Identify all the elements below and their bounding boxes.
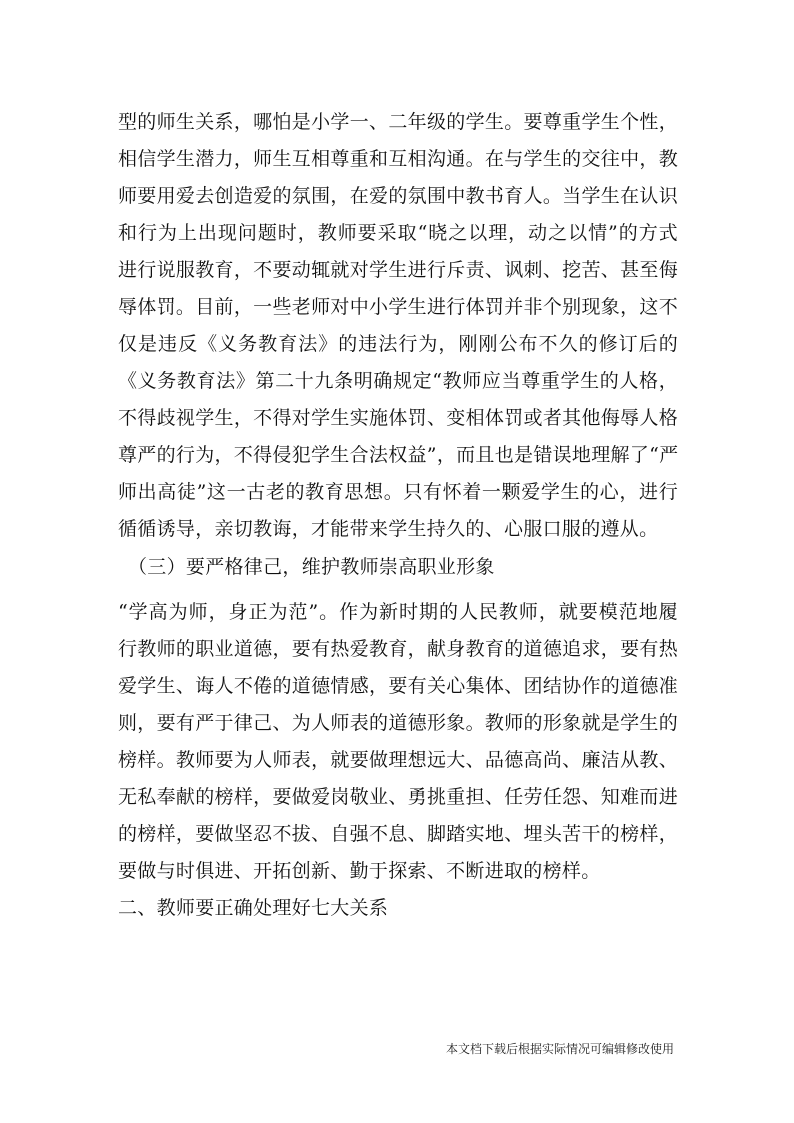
paragraph-line: 循循诱导，亲切教诲，才能带来学生持久的、心服口服的遵从。 xyxy=(118,518,659,540)
paragraph-line: 师要用爱去创造爱的氛围，在爱的氛围中教书育人。当学生在认识 xyxy=(118,185,678,207)
paragraph-line: 榜样。教师要为人师表，就要做理想远大、品德高尚、廉洁从教、 xyxy=(118,749,678,771)
paragraph-line: 和行为上出现问题时，教师要采取“晓之以理，动之以情”的方式 xyxy=(118,222,678,244)
paragraph-line: 师出高徒”这一古老的教育思想。只有怀着一颗爱学生的心，进行 xyxy=(118,481,678,503)
paragraph-line: 《义务教育法》第二十九条明确规定“教师应当尊重学生的人格， xyxy=(118,370,678,392)
section-heading: （三）要严格律己，维护教师崇高职业形象 xyxy=(128,556,495,578)
paragraph-line: 不得歧视学生，不得对学生实施体罚、变相体罚或者其他侮辱人格 xyxy=(118,407,678,429)
paragraph-line: 辱体罚。目前，一些老师对中小学生进行体罚并非个别现象，这不 xyxy=(118,296,678,318)
footer-note: 本文档下载后根据实际情况可编辑修改使用 xyxy=(445,1042,674,1056)
paragraph-line: “学高为师，身正为范”。作为新时期的人民教师，就要模范地履 xyxy=(118,601,678,623)
section-heading: 二、教师要正确处理好七大关系 xyxy=(118,897,389,919)
paragraph-line: 无私奉献的榜样，要做爱岗敬业、勇挑重担、任劳任怨、知难而进 xyxy=(118,786,678,808)
paragraph-line: 尊严的行为，不得侵犯学生合法权益”，而且也是错误地理解了“严 xyxy=(118,444,679,466)
paragraph-line: 行教师的职业道德，要有热爱教育，献身教育的道德追求，要有热 xyxy=(118,638,678,660)
paragraph-line: 进行说服教育，不要动辄就对学生进行斥责、讽刺、挖苦、甚至侮 xyxy=(118,259,678,281)
paragraph-line: 相信学生潜力，师生互相尊重和互相沟通。在与学生的交往中，教 xyxy=(118,148,678,170)
paragraph-line: 爱学生、诲人不倦的道德情感，要有关心集体、团结协作的道德准 xyxy=(118,675,678,697)
paragraph-line: 的榜样，要做坚忍不拔、自强不息、脚踏实地、埋头苦干的榜样， xyxy=(118,823,678,845)
paragraph-line: 则，要有严于律己、为人师表的道德形象。教师的形象就是学生的 xyxy=(118,712,678,734)
paragraph-line: 要做与时俱进、开拓创新、勤于探索、不断进取的榜样。 xyxy=(118,860,601,882)
paragraph-line: 型的师生关系，哪怕是小学一、二年级的学生。要尊重学生个性， xyxy=(118,111,678,133)
paragraph-line: 仅是违反《义务教育法》的违法行为，刚刚公布不久的修订后的 xyxy=(118,333,678,355)
